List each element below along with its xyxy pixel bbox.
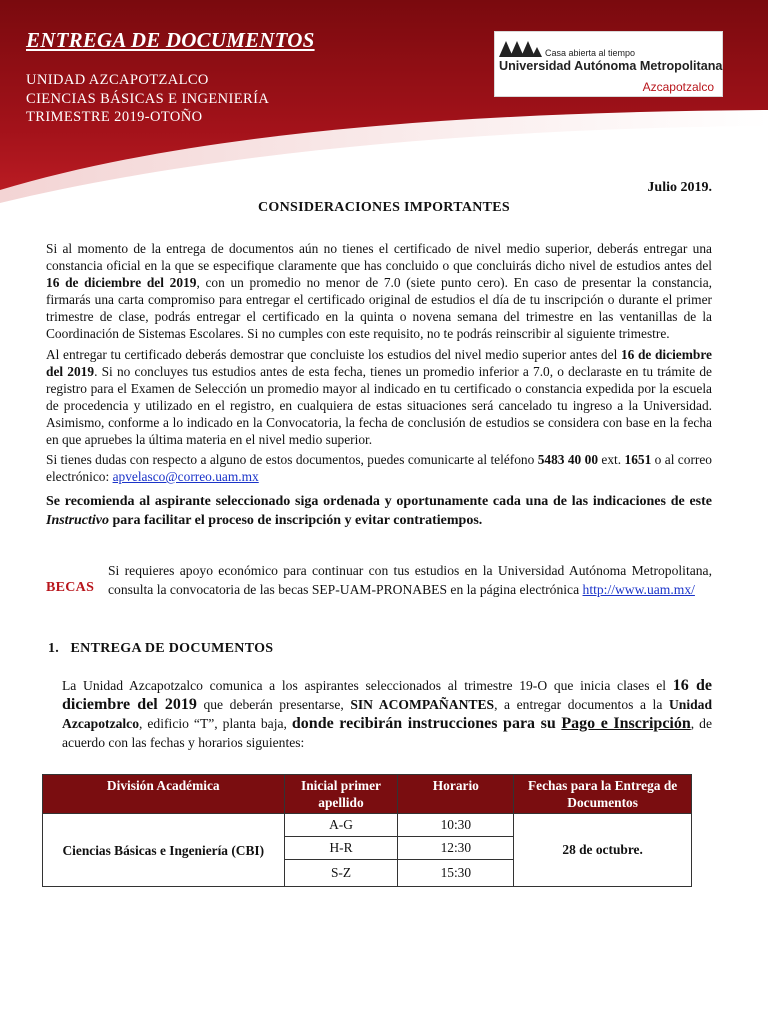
paragraph-deadline: Al entregar tu certificado deberás demostrar que concluiste los estudios del nivel medio superior antes del 16 de diciembre del 2019. Si no concluyes tus estudios antes de esta fecha, tienes un promedio inferior a 7.0, o declaraste en tu trámite de registro para el Examen de Selección un promedio mayor al indicado en tu certificado o constancia expedida por la escuela de procedencia y utilizado en el registro, en cualquiera de estas situaciones será cancelado tu ingreso a la Universidad. Asimismo, conforme a lo indicado en la Convocatoria, la fecha de conclusión de estudios se considera con base en la fecha en que apruebes la última materia en el nivel medio superior. — [46, 347, 713, 447]
document-date: Julio 2019. — [647, 180, 712, 195]
logo-unit: Azcapotzalco — [642, 80, 714, 94]
schedule-table — [42, 774, 692, 887]
time-cell: 10:30 — [398, 814, 514, 837]
paragraph-contact: Si tienes dudas con respecto a alguno de estos documentos, puedes comunicarte al teléfono 5483 40 00 ext. 1651 o al correo electrónico: apvelasco@correo.uam.mx — [46, 452, 712, 484]
header-unit: UNIDAD AZCAPOTZALCO — [26, 72, 209, 88]
time-cell: 12:30 — [398, 837, 514, 860]
paragraph-certificate: Si al momento de la entrega de documentos aún no tienes el certificado de nivel medio superior, deberás entregar una constancia oficial en la que se especifique claramente que has concluido o que concluirás dicho nivel de estudios antes del 16 de diciembre del 2019, con un promedio no menor de 7.0 (siete punto cero). En caso de presentar la constancia, firmarás una carta compromiso para entregar el certificado original de estudios el día de tu inscripción o durante el primer trimestre de clase, podrás entregar el certificado en la quinta o novena semana del trimestre en las ventanillas de la Coordinación de Sistemas Escolares. Si no cumples con este requisito, no te podrás reinscribir al siguiente trimestre. — [46, 241, 712, 341]
uam-logo — [494, 31, 723, 97]
uam-emblem-icon — [499, 39, 543, 59]
logo-name: Universidad Autónoma Metropolitana — [499, 59, 723, 73]
email-link[interactable]: apvelasco@correo.uam.mx — [112, 469, 259, 484]
table-header-row — [43, 775, 692, 814]
section-title: 1. ENTREGA DE DOCUMENTOS — [48, 641, 274, 656]
division-cell: Ciencias Básicas e Ingeniería (CBI) — [43, 814, 285, 887]
recommendation-note: Se recomienda al aspirante seleccionado siga ordenada y oportunamente cada una de las indicaciones de este Instructivo para facilitar el proceso de inscripción y evitar contratiempos. — [46, 494, 712, 528]
delivery-date-cell: 28 de octubre. — [514, 814, 692, 887]
header-time: Horario — [398, 775, 514, 814]
phone-number: 5483 40 00 — [537, 452, 599, 467]
page-heading: CONSIDERACIONES IMPORTANTES — [258, 200, 510, 215]
table-row — [43, 814, 692, 837]
header-division: CIENCIAS BÁSICAS E INGENIERÍA — [26, 91, 270, 107]
becas-text: Si requieres apoyo económico para continuar con tus estudios en la Universidad Autónoma Metropolitana, consulta la convocatoria de las becas SEP-UAM-PRONABES en la página electrónica http://www.uam.mx/ — [108, 563, 712, 597]
header-division: División Académica — [43, 775, 285, 814]
logo-tagline: Casa abierta al tiempo — [545, 48, 636, 58]
uam-website-link[interactable]: http://www.uam.mx/ — [582, 582, 695, 597]
initial-cell: H-R — [284, 837, 398, 860]
initial-cell: A-G — [284, 814, 398, 837]
header-title: ENTREGA DE DOCUMENTOS — [26, 28, 315, 52]
section-body: La Unidad Azcapotzalco comunica a los aspirantes seleccionados al trimestre 19-O que inicia clases el 16 de diciembre del 2019 que deberán presentarse, SIN ACOMPAÑANTES, a entregar documentos a la Unidad Azcapotzalco, edificio “T”, planta baja, donde recibirán instrucciones para su Pago e Inscripción, de acuerdo con las fechas y horarios siguientes: — [62, 677, 713, 750]
time-cell: 15:30 — [398, 860, 514, 887]
header-trimester: TRIMESTRE 2019-OTOÑO — [26, 109, 203, 125]
initial-cell: S-Z — [284, 860, 398, 887]
becas-label: BECAS — [46, 580, 95, 595]
header-dates: Fechas para la Entrega de Documentos — [514, 775, 692, 814]
header-initial: Inicial primer apellido — [284, 775, 398, 814]
phone-extension: 1651 — [624, 452, 652, 467]
